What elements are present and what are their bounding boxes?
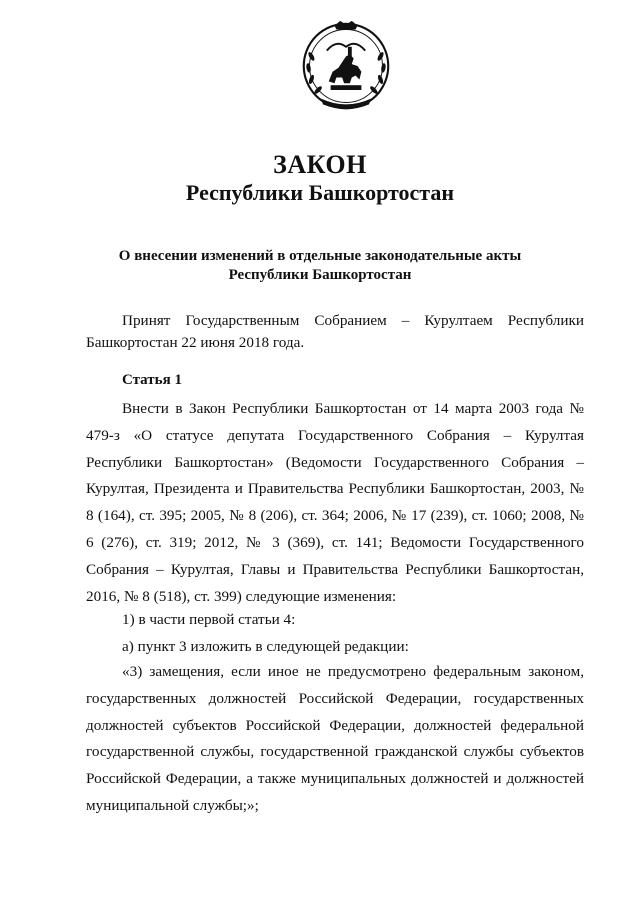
- article-heading: Статья 1: [122, 372, 182, 388]
- article-paragraph-2: 1) в части первой статьи 4:: [122, 611, 296, 628]
- article-paragraph-4: «3) замещения, если иное не предусмотрено федеральным законом, государственных должностей Российской Федерации, государственных должностей субъектов Российской Федерации, должностей федеральной государственной службы, государственной гражданской службы субъектов Российской Федерации, а также муниципальных должностей и должностей муниципальной службы;»;: [86, 663, 584, 814]
- law-title: ЗАКОН: [273, 150, 367, 179]
- law-subject-line-2: Республики Башкортостан: [228, 267, 412, 283]
- law-subject-line-1: О внесении изменений в отдельные законодательные акты: [118, 248, 522, 264]
- article-paragraph-1: Внести в Закон Республики Башкортостан от 14 марта 2003 года № 479-з «О статусе депутата Государственного Собрания – Курултая Республики Башкортостан» (Ведомости Государственного Собрания – Курултая, Президента и Правительства Республики Башкортостан, 2003, № 8 (164), ст. 395; 2005, № 8 (206), ст. 364; 2006, № 17 (239), ст. 1060; 2008, № 6 (276), ст. 319; 2012, № 3 (369), ст. 141; Ведомости Государственного Собрания – Курултая, Главы и Правительства Республики Башкортостан, 2016, № 8 (518), ст. 399) следующие изменения:: [86, 400, 584, 605]
- bashkortostan-coat-of-arms-icon: [298, 18, 394, 114]
- article-paragraph-3: а) пункт 3 изложить в следующей редакции:: [122, 638, 409, 655]
- adoption-statement: Принят Государственным Собранием – Курултаем Республики Башкортостан 22 июня 2018 года.: [86, 312, 584, 351]
- law-subject: [0, 247, 640, 285]
- law-republic-name: Республики Башкортостан: [185, 180, 455, 205]
